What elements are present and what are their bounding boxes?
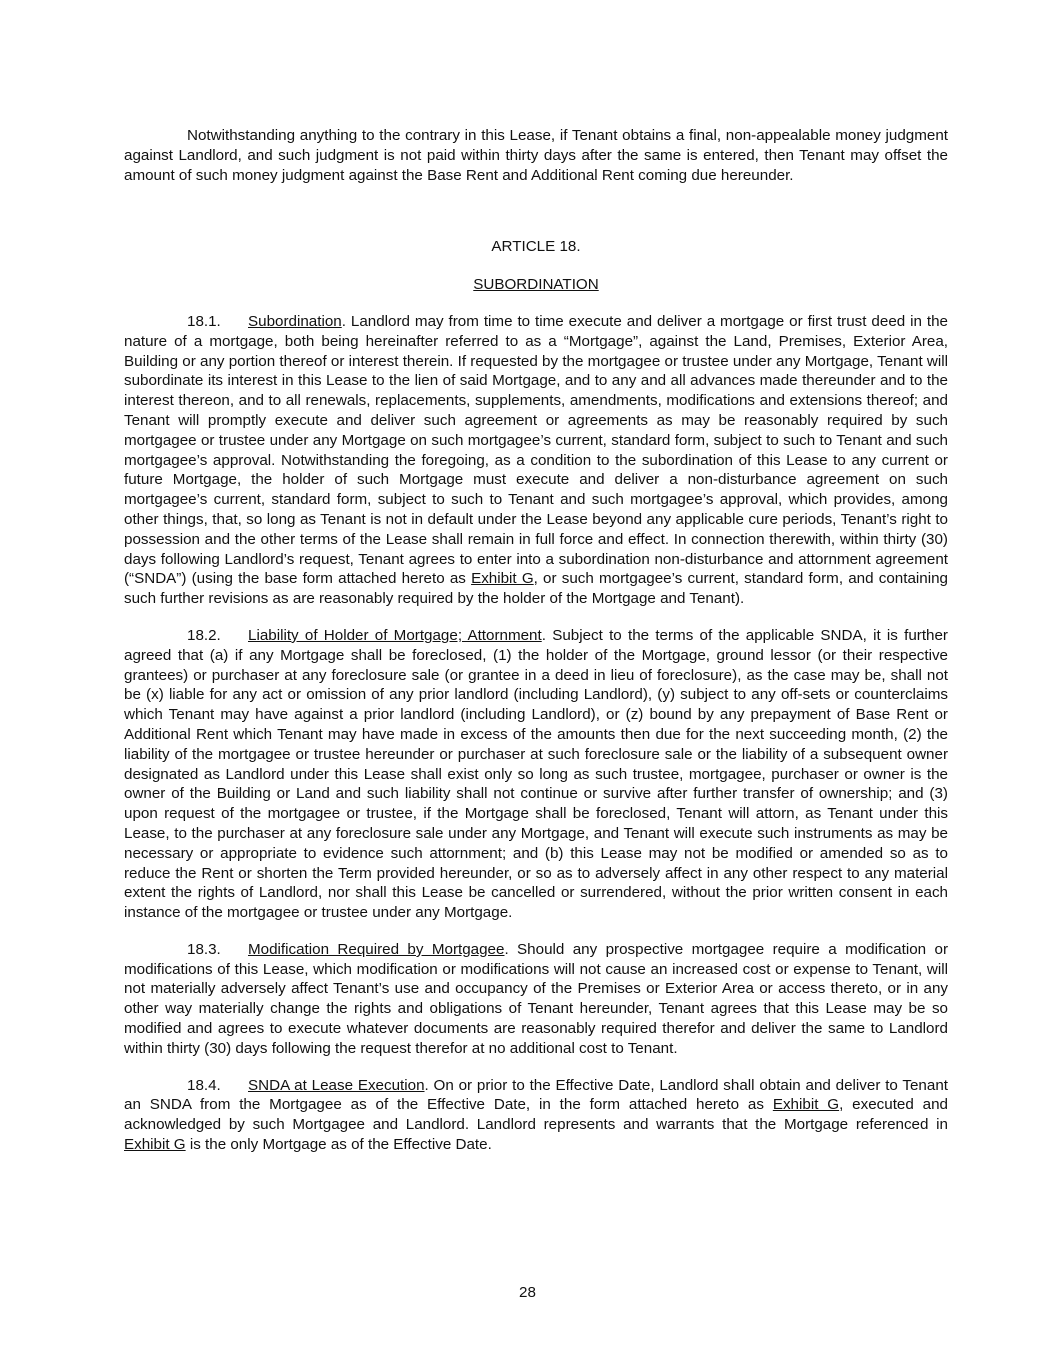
section-18-4 xyxy=(124,1076,948,1155)
exhibit-reference: Exhibit G xyxy=(471,570,534,588)
section-number: 18.4. xyxy=(187,1076,221,1094)
section-text: . On or prior to the Effective Date, Landlord shall obtain and deliver to Tenant an SNDA from the Mortgagee as of the Effective Date, in the form attached hereto as xyxy=(124,1076,948,1114)
section-18-1 xyxy=(124,312,948,609)
section-title: SNDA at Lease Execution xyxy=(248,1076,425,1094)
section-text: . Landlord may from time to time execute and deliver a mortgage or first trust deed in the nature of a mortgage, both being hereinafter referred to as a “Mortgage”, against the Land, Premises, Exterior Area, Building or any portion thereof or interest therein. If requested by the mortgagee or trustee under any Mortgage, Tenant will subordinate its interest in this Lease to the lien of said Mortgage, and to any and all advances made thereunder and to the interest thereon, and to all renewals, replacements, supplements, amendments, modifications and extensions thereof; and Tenant will promptly execute and deliver such agreement or agreements as may be reasonably required by such mortgagee or trustee under any Mortgage on such mortgagee’s current, standard form, subject to such to Tenant and such mortgagee’s approval. Notwithstanding the foregoing, as a condition to the subordination of this Lease to any current or future Mortgage, the holder of such Mortgage must execute and deliver a non-disturbance agreement on such mortgagee’s current, standard form, subject to such to Tenant and such mortgagee’s approval, which provides, among other things, that, so long as Tenant is not in default under the Lease beyond any applicable cure periods, Tenant’s right to possession and the other terms of the Lease shall remain in full force and effect. In connection therewith, within thirty (30) days following Landlord’s request, Tenant agrees to enter into a subordination non-disturbance and attornment agreement (“SNDA”) (using the base form attached hereto as xyxy=(124,312,948,588)
document-page xyxy=(124,126,948,1172)
article-heading-text: SUBORDINATION xyxy=(473,276,599,294)
page-number: 28 xyxy=(519,1284,536,1301)
section-number: 18.3. xyxy=(187,940,221,958)
section-text: . Subject to the terms of the applicable SNDA, it is further agreed that (a) if any Mortgage shall be foreclosed, (1) the holder of the Mortgage, ground lessor (or their respective grantees) or purchaser at any foreclosure sale (or grantee in a deed in lieu of foreclosure), as the case may be, shall not be (x) liable for any act or omission of any prior landlord (including Landlord), (y) subject to any off-sets or counterclaims which Tenant may have against a prior landlord (including Landlord), or (z) bound by any prepayment of Base Rent or Additional Rent which Tenant may have made in excess of the amounts then due for the next succeeding month, (2) the liability of the mortgagee or trustee hereunder or purchaser at such foreclosure sale or the liability of a subsequent owner designated as Landlord under this Lease shall exist only so long as such trustee, mortgagee, purchaser or owner is the owner of the Building or Land and such liability shall not continue or survive after further transfer of ownership; and (3) upon request of the mortgagee or trustee, if the Mortgage shall be foreclosed, Tenant will attorn, as Tenant under this Lease, to the purchaser at any foreclosure sale under any Mortgage, and Tenant will execute such instruments as may be necessary or appropriate to evidence such attornment; and (b) this Lease may not be modified or amended so as to reduce the Rent or shorten the Term provided hereunder, or so as to adversely affect in any other respect to any material extent the rights of Landlord, nor shall this Lease be cancelled or surrendered, without the prior written consent in each instance of the mortgagee or trustee under any Mortgage. xyxy=(124,626,948,922)
section-number: 18.2. xyxy=(187,626,221,644)
section-title: Liability of Holder of Mortgage; Attornment xyxy=(248,626,542,644)
exhibit-reference: Exhibit G xyxy=(124,1136,186,1154)
section-18-3 xyxy=(124,940,948,1059)
section-text: . Should any prospective mortgagee require a modification or modifications of this Lease, which modification or modifications will not cause an increased cost or expense to Tenant, will not materially adversely affect Tenant’s use and occupancy of the Premises or Exterior Area or access thereto, or in any other way materially change the rights and obligations of Tenant hereunder, Tenant agrees that this Lease may be so modified and agrees to execute whatever documents are reasonably required therefor and deliver the same to Landlord within thirty (30) days following the request therefor at no additional cost to Tenant. xyxy=(124,940,948,1057)
article-label: ARTICLE 18. xyxy=(491,238,581,256)
intro-paragraph: Notwithstanding anything to the contrary in this Lease, if Tenant obtains a final, non-appealable money judgment against Landlord, and such judgment is not paid within thirty days after the same is entered, then Tenant may offset the amount of such money judgment against the Base Rent and Additional Rent coming due hereunder. xyxy=(124,127,948,184)
section-text: , executed and acknowledged by such Mortgagee and Landlord. Landlord represents and warrants that the Mortgage referenced in xyxy=(124,1096,949,1134)
section-title: Modification Required by Mortgagee xyxy=(248,940,505,958)
section-number: 18.1. xyxy=(187,312,221,330)
article-heading xyxy=(124,275,948,295)
section-text: , or such mortgagee’s current, standard form, and containing such further revisions as are reasonably required by the holder of the Mortgage and Tenant). xyxy=(124,570,948,608)
section-18-2 xyxy=(124,626,948,923)
section-text: is the only Mortgage as of the Effective Date. xyxy=(185,1136,492,1154)
exhibit-reference: Exhibit G xyxy=(772,1096,840,1114)
section-title: Subordination xyxy=(248,312,342,330)
